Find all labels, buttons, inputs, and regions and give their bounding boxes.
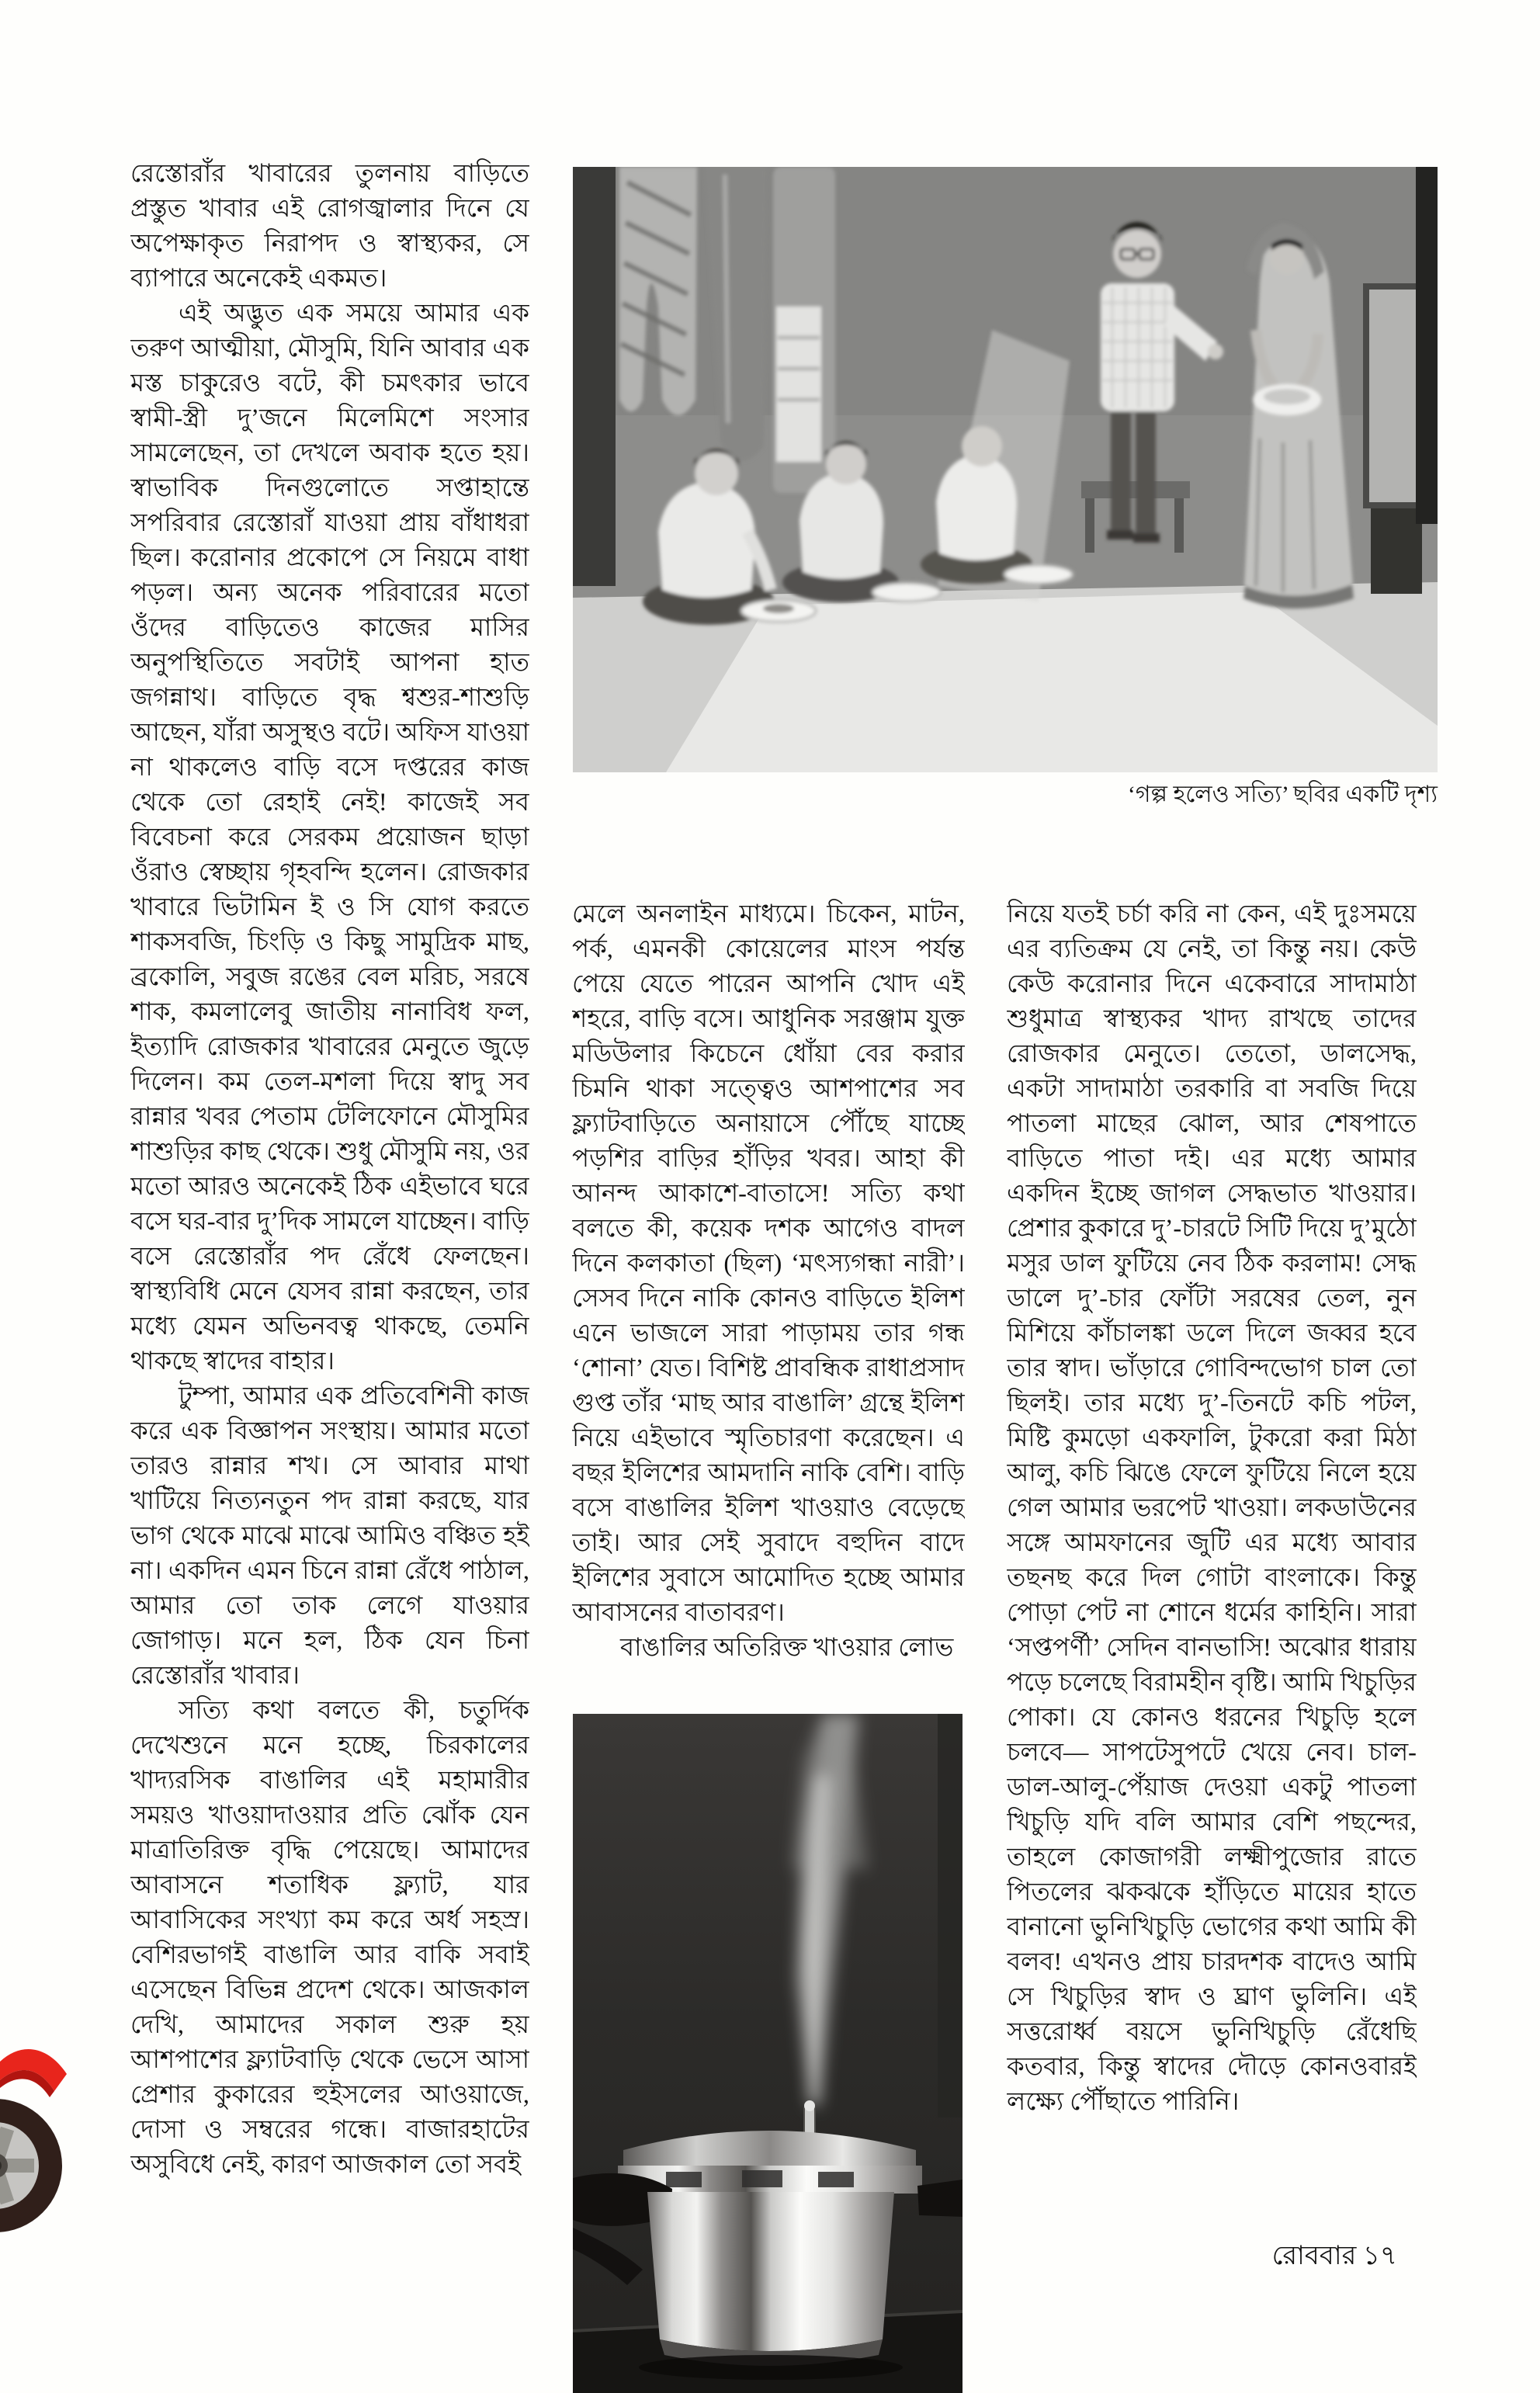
article-paragraph: এই অদ্ভুত এক সময়ে আমার এক তরুণ আত্মীয়া, মৌসুমি, যিনি আবার এক মস্ত চাকুরেও বটে, কী চমৎকার ভাবে স্বামী-স্ত্রী দু’জনে মিলেমিশে সংসার সামলেছেন, তা দেখলে অবাক হতে হয়। স্বাভাবিক দিনগুলোতে সপ্তাহান্তে সপরিবার রেস্তোরাঁ যাওয়া প্রায় বাঁধাধরা ছিল। করোনার প্রকোপে সে নিয়মে বাধা পড়ল। অন্য অনেক পরিবারের মতো ওঁদের বাড়িতেও কাজের মাসির অনুপস্থিতিতে সবটাই আপনা হাত জগন্নাথ। বাড়িতে বৃদ্ধ শ্বশুর-শাশুড়ি আছেন, যাঁরা অসুস্থও বটে। অফিস যাওয়া না থাকলেও বাড়ি বসে দপ্তরের কাজ থেকে তো রেহাই নেই! কাজেই সব বিবেচনা করে সেরকম প্রয়োজন ছাড়া ওঁরাও স্বেচ্ছায় গৃহবন্দি হলেন। রোজকার খাবারে ভিটামিন ই ও সি যোগ করতে শাকসবজি, চিংড়ি ও কিছু সামুদ্রিক মাছ, ব্রকোলি, সবুজ রঙের বেল মরিচ, সরষে শাক, কমলালেবু জাতীয় নানাবিধ ফল, ইত্যাদি রোজকার খাবারের মেনুতে জুড়ে দিলেন। কম তেল-মশলা দিয়ে স্বাদু সব রান্নার খবর পেতাম টেলিফোনে মৌসুমির শাশুড়ির কাছ থেকে। শুধু মৌসুমি নয়, ওর মতো আরও অনেকেই ঠিক এইভাবে ঘরে বসে ঘর-বার দু’দিক সামলে যাচ্ছেন। বাড়ি বসে রেস্তোরাঁর পদ রেঁধে ফেলছেন। স্বাস্থ্যবিধি মেনে যেসব রান্না করছেন, তার মধ্যে যেমন অভিনবত্ব থাকছে, তেমনি থাকছে স্বাদের বাহার। <box>130 300 529 1375</box>
article-column-left <box>130 157 529 2221</box>
pressure-cooker-graphic <box>573 1714 962 2393</box>
pressure-cooker-photo <box>573 1714 962 2393</box>
film-still-photo <box>573 167 1438 772</box>
article-paragraph: সত্যি কথা বলতে কী, চতুর্দিক দেখেশুনে মনে হচ্ছে, চিরকালের খাদ্যরসিক বাঙালির এই মহামারীর সময়ও খাওয়াদাওয়ার প্রতি ঝোঁক যেন মাত্রাতিরিক্ত বৃদ্ধি পেয়েছে। আমাদের আবাসনে শতাধিক ফ্ল্যাট, যার আবাসিকের সংখ্যা কম করে অর্ধ সহস্র। বেশিরভাগই বাঙালি আর বাকি সবাই এসেছেন বিভিন্ন প্রদেশ থেকে। আজকাল দেখি, আমাদের সকাল শুরু হয় আশপাশের ফ্ল্যাটবাড়ি থেকে ভেসে আসা প্রেশার কুকারের হুইসলের আওয়াজে, দোসা ও সম্বরের গন্ধে। বাজারহাটের অসুবিধে নেই, কারণ আজকাল তো সবই <box>130 1697 529 2179</box>
photo-caption: ‘গল্প হলেও সত্যি’ ছবির একটি দৃশ্য <box>1127 782 1438 807</box>
article-paragraph: মেলে অনলাইন মাধ্যমে। চিকেন, মাটন, পর্ক, এমনকী কোয়েলের মাংস পর্যন্ত পেয়ে যেতে পারেন আপনি খোদ এই শহরে, বাড়ি বসে। আধুনিক সরঞ্জাম যুক্ত মডিউলার কিচেনে ধোঁয়া বের করার চিমনি থাকা সত্ত্বেও আশপাশের সব ফ্ল্যাটবাড়িতে অনায়াসে পৌঁছে যাচ্ছে পড়শির বাড়ির হাঁড়ির খবর। আহা কী আনন্দ আকাশে-বাতাসে! সত্যি কথা বলতে কী, কয়েক দশক আগেও বাদল দিনে কলকাতা (ছিল) ‘মৎস্যগন্ধা নারী’। সেসব দিনে নাকি কোনও বাড়িতে ইলিশ এনে ভাজলে সারা পাড়াময় তার গন্ধ ‘শোনা’ যেত। বিশিষ্ট প্রাবন্ধিক রাধাপ্রসাদ গুপ্ত তাঁর ‘মাছ আর বাঙালি’ গ্রন্থে ইলিশ নিয়ে এইভাবে স্মৃতিচারণা করেছেন। এ বছর ইলিশের আমদানি নাকি বেশি। বাড়ি বসে বাঙালির ইলিশ খাওয়াও বেড়েছে তাই। আর সেই সুবাদে বহুদিন বাদে ইলিশের সুবাসে আমোদিত হচ্ছে আমার আবাসনের বাতাবরণ। <box>572 900 965 1627</box>
article-paragraph: নিয়ে যতই চর্চা করি না কেন, এই দুঃসময়ে এর ব্যতিক্রম যে নেই, তা কিন্তু নয়। কেউ কেউ করোনার দিনে একেবারে সাদামাঠা শুধুমাত্র স্বাস্থ্যকর খাদ্য রাখছে তাদের রোজকার মেনুতে। তেতো, ডালসেদ্ধ, একটা সাদামাঠা তরকারি বা সবজি দিয়ে পাতলা মাছের ঝোল, আর শেষপাতে বাড়িতে পাতা দই। এর মধ্যে আমার একদিন ইচ্ছে জাগল সেদ্ধভাত খাওয়ার। প্রেশার কুকারে দু’-চারটে সিটি দিয়ে দু’মুঠো মসুর ডাল ফুটিয়ে নেব ঠিক করলাম! সেদ্ধ ডালে দু’-চার ফোঁটা সরষের তেল, নুন মিশিয়ে কাঁচালঙ্কা ডলে দিলে জব্বর হবে তার স্বাদ। ভাঁড়ারে গোবিন্দভোগ চাল তো ছিলই। তার মধ্যে দু’-তিনটে কচি পটল, মিষ্টি কুমড়ো একফালি, টুকরো করা মিঠা আলু, কচি ঝিঙে ফেলে ফুটিয়ে নিলে হয়ে গেল আমার ভরপেট খাওয়া। লকডাউনের সঙ্গে আমফানের জুটি এর মধ্যে আবার তছনছ করে দিল গোটা বাংলাকে। কিন্তু পোড়া পেট না শোনে ধর্মের কাহিনি। সারা ‘সপ্তপর্ণী’ সেদিন বানভাসি! অঝোর ধারায় পড়ে চলেছে বিরামহীন বৃষ্টি। আমি খিচুড়ির পোকা। যে কোনও ধরনের খিচুড়ি হলে চলবে— সাপটেসুপটে খেয়ে নেব। চাল-ডাল-আলু-পেঁয়াজ দেওয়া একটু পাতলা খিচুড়ি যদি বলি আমার বেশি পছন্দের, তাহলে কোজাগরী লক্ষ্মীপুজোর রাতে পিতলের ঝকঝকে হাঁড়িতে মায়ের হাতে বানানো ভুনিখিচুড়ি ভোগের কথা আমি কী বলব! এখনও প্রায় চারদশক বাদেও আমি সে খিচুড়ির স্বাদ ও ঘ্রাণ ভুলিনি। এই সত্তরোর্ধ্ব বয়সে ভুনিখিচুড়ি রেঁধেছি কতবার, কিন্তু স্বাদের দৌড়ে কোনওবারই লক্ষ্যে পৌঁছাতে পারিনি। <box>1007 900 1417 2116</box>
film-still-graphic <box>573 167 1438 772</box>
article-column-middle <box>572 897 965 1673</box>
scooter-wheel-graphic <box>0 2040 85 2234</box>
article-column-right <box>1007 897 1417 2217</box>
page-footer: রোববার ১৭ <box>1271 2242 1397 2270</box>
article-paragraph: রেস্তোরাঁর খাবারের তুলনায় বাড়িতে প্রস্তুত খাবার এই রোগজ্বালার দিনে যে অপেক্ষাকৃত নিরাপদ ও স্বাস্থ্যকর, সে ব্যাপারে অনেকেই একমত। <box>130 160 529 293</box>
scooter-wheel-icon <box>0 2040 85 2234</box>
article-paragraph: টুম্পা, আমার এক প্রতিবেশিনী কাজ করে এক বিজ্ঞাপন সংস্থায়। আমার মতো তারও রান্নার শখ। সে আবার মাথা খাটিয়ে নিত্যনতুন পদ রান্না করছে, যার ভাগ থেকে মাঝে মাঝে আমিও বঞ্চিত হই না। একদিন এমন চিনে রান্না রেঁধে পাঠাল, আমার তো তাক লেগে যাওয়ার জোগাড়। মনে হল, ঠিক যেন চিনা রেস্তোরাঁর খাবার। <box>130 1382 529 1690</box>
article-paragraph: বাঙালির অতিরিক্ত খাওয়ার লোভ <box>620 1634 954 1662</box>
